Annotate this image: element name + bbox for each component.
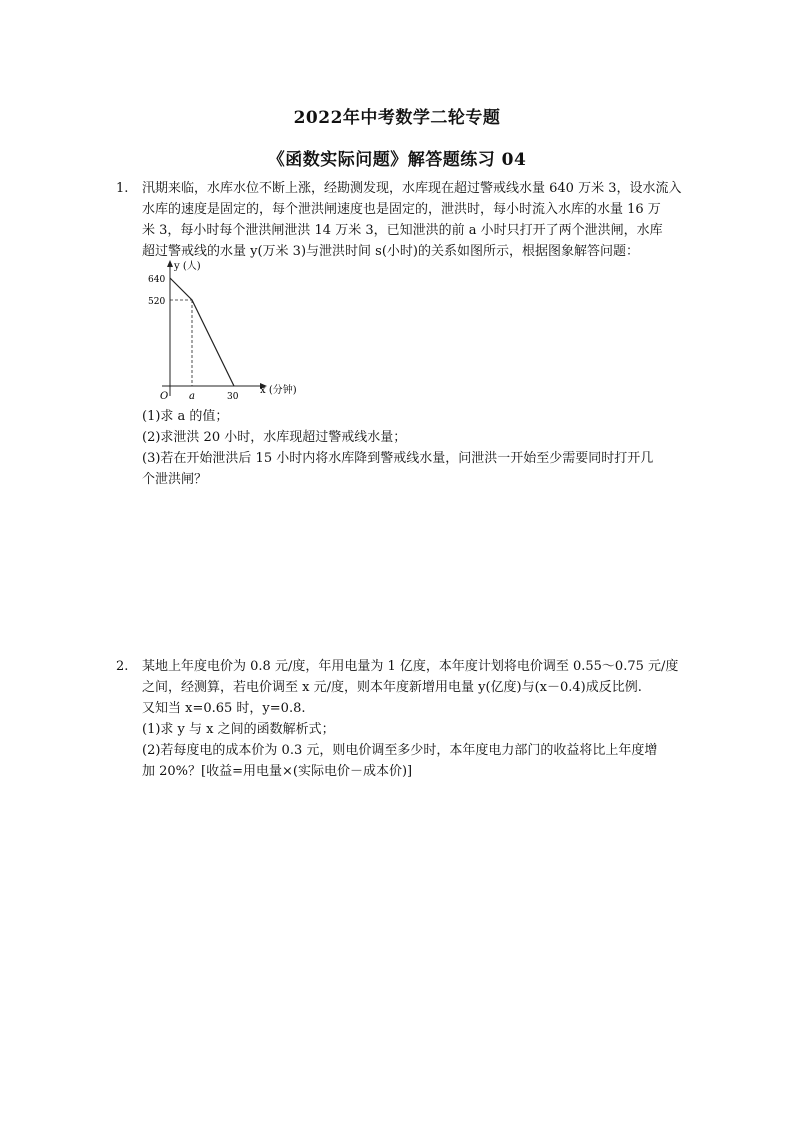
data-line bbox=[170, 278, 234, 386]
question-1-number: 1. bbox=[116, 181, 129, 196]
question-2-part: (2)若每度电的成本价为 0.3 元，则电价调至多少时，本年度电力部门的收益将比上年度增 bbox=[142, 743, 658, 758]
question-2 bbox=[118, 656, 708, 782]
y-axis-arrow bbox=[167, 260, 173, 267]
question-1-line: 水库的速度是固定的，每个泄洪闸速度也是固定的，泄洪时，每小时流入水库的水量 16 万 bbox=[142, 202, 661, 217]
page-title: 2022年中考数学二轮专题 bbox=[293, 108, 501, 128]
origin-label: O bbox=[160, 391, 169, 402]
question-1-line: 米 3，每小时每个泄洪闸泄洪 14 万米 3，已知泄洪的前 a 小时只打开了两个泄洪闸，水库 bbox=[142, 223, 663, 238]
question-2-line: 之间，经测算，若电价调至 x 元/度，则本年度新增用电量 y(亿度)与(x－0.4)成反比例. bbox=[142, 680, 642, 695]
question-1-part: 个泄洪闸？ bbox=[142, 472, 208, 487]
question-1-graph bbox=[140, 258, 300, 404]
question-1-line: 汛期来临，水库水位不断上涨，经勘测发现，水库现在超过警戒线水量 640 万米 3，设水流入 bbox=[142, 181, 682, 196]
question-2-number: 2. bbox=[116, 659, 129, 674]
y-tick-520: 520 bbox=[148, 297, 166, 307]
question-1-part: (2)求泄洪 20 小时，水库现超过警戒线水量； bbox=[142, 430, 407, 445]
page-subtitle: 《函数实际问题》解答题练习 04 bbox=[267, 150, 527, 170]
question-1 bbox=[118, 178, 708, 262]
x-axis-label: x (分钟) bbox=[260, 385, 297, 396]
y-tick-640: 640 bbox=[148, 275, 166, 285]
question-1-part: (1)求 a 的值； bbox=[142, 409, 229, 424]
question-2-line: 又知当 x=0.65 时，y=0.8. bbox=[142, 701, 306, 716]
question-2-part: 加 20%？[收益=用电量×(实际电价－成本价)] bbox=[142, 764, 413, 779]
x-tick-a: a bbox=[189, 391, 195, 402]
question-1-line: 超过警戒线的水量 y(万米 3)与泄洪时间 s(小时)的关系如图所示，根据图象解答问题： bbox=[142, 244, 639, 259]
question-1-part: (3)若在开始泄洪后 15 小时内将水库降到警戒线水量，问泄洪一开始至少需要同时打开几 bbox=[142, 451, 654, 466]
question-2-line: 某地上年度电价为 0.8 元/度，年用电量为 1 亿度，本年度计划将电价调至 0.55～0.75 元/度 bbox=[142, 659, 679, 674]
question-2-part: (1)求 y 与 x 之间的函数解析式； bbox=[142, 722, 335, 737]
x-tick-30: 30 bbox=[227, 392, 239, 402]
question-1-parts bbox=[118, 406, 708, 490]
y-axis-label: y (人) bbox=[174, 261, 201, 272]
